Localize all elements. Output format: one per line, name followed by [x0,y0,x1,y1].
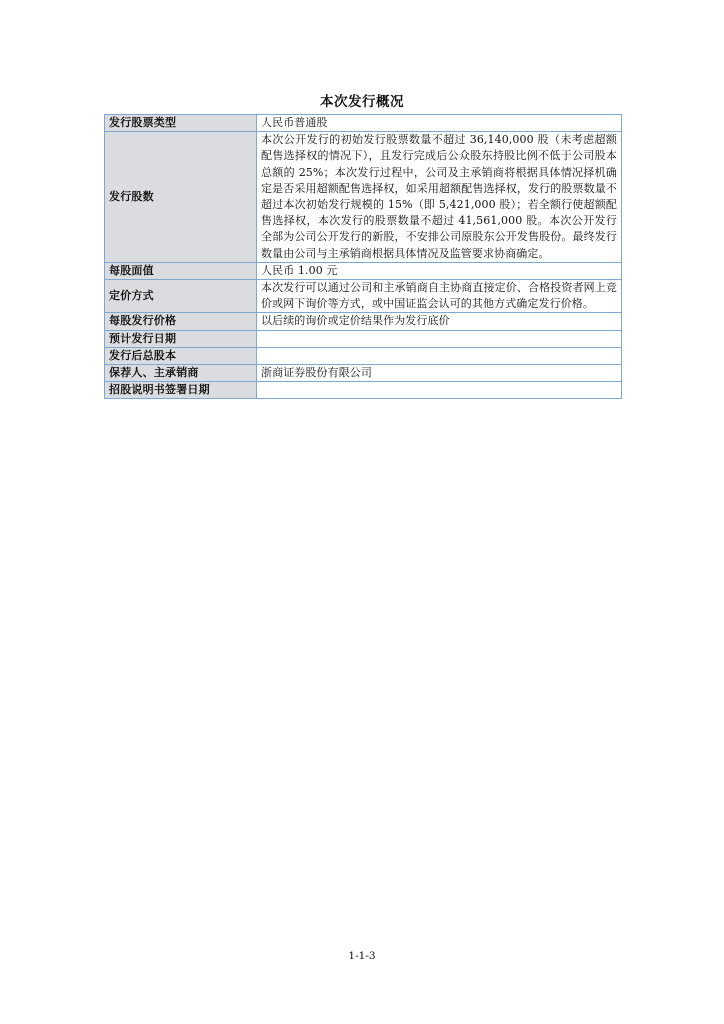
table-row [105,382,622,399]
row-value-signing-date [257,382,622,399]
row-label-signing-date: 招股说明书签署日期 [105,382,257,399]
row-label-sponsor: 保荐人、主承销商 [105,365,257,382]
table-row [105,313,622,330]
table-row [105,115,622,132]
table-row [105,347,622,364]
row-value-par-value: 人民币 1.00 元 [257,262,622,279]
offering-overview-table [104,114,622,399]
row-label-issue-price: 每股发行价格 [105,313,257,330]
row-value-issue-date [257,330,622,347]
table-row [105,132,622,263]
row-value-pricing-method: 本次发行可以通过公司和主承销商自主协商直接定价、合格投资者网上竞价或网下询价等方式，或中国证监会认可的其他方式确定发行价格。 [257,280,622,313]
row-value-total-shares [257,347,622,364]
page-number: 1-1-3 [348,950,376,962]
row-value-sponsor: 浙商证券股份有限公司 [257,365,622,382]
row-value-share-count: 本次公开发行的初始发行股票数量不超过 36,140,000 股（未考虑超额配售选择权的情况下），且发行完成后公众股东持股比例不低于公司股本总额的 25%；本次发行过程中，公司及主承销商将根据具体情况择机确定是否采用超额配售选择权，如采用超额配售选择权，发行的股票数量不超过本次初始发行规模的 15%（即 5,421,000 股）；若全额行使超额配售选择权，本次发行的股票数量不超过 41,561,000 股。本次公开发行全部为公司公开发行的新股，不安排公司原股东公开发售股份。最终发行数量由公司与主承销商根据具体情况及监管要求协商确定。 [257,132,622,263]
row-label-pricing-method: 定价方式 [105,280,257,313]
table-row [105,365,622,382]
row-label-stock-type: 发行股票类型 [105,115,257,132]
row-label-par-value: 每股面值 [105,262,257,279]
row-label-total-shares: 发行后总股本 [105,347,257,364]
table-row [105,330,622,347]
row-label-issue-date: 预计发行日期 [105,330,257,347]
row-value-stock-type: 人民币普通股 [257,115,622,132]
row-label-share-count: 发行股数 [105,132,257,263]
row-value-issue-price: 以后续的询价或定价结果作为发行底价 [257,313,622,330]
table-row [105,262,622,279]
table-row [105,280,622,313]
page-title: 本次发行概况 [320,94,404,110]
